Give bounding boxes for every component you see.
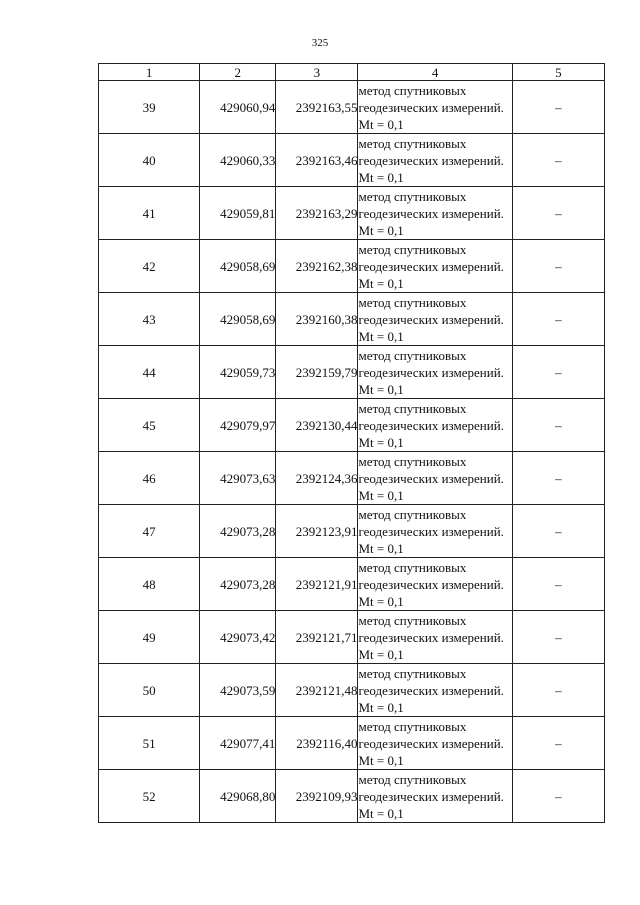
y-coordinate-cell: 2392116,40 [276, 717, 358, 770]
note-cell: – [512, 240, 604, 293]
column-header: 2 [200, 64, 276, 81]
x-coordinate-cell: 429073,28 [200, 558, 276, 611]
point-number-cell: 45 [99, 399, 200, 452]
point-number-cell: 43 [99, 293, 200, 346]
page-number: 325 [311, 37, 329, 49]
point-number-cell: 50 [99, 664, 200, 717]
method-cell: метод спутниковых геодезических измерений. Mt = 0,1 [358, 505, 512, 558]
x-coordinate-cell: 429079,97 [200, 399, 276, 452]
point-number-cell: 40 [99, 134, 200, 187]
point-number-cell: 47 [99, 505, 200, 558]
x-coordinate-cell: 429058,69 [200, 293, 276, 346]
method-cell: метод спутниковых геодезических измерений. Mt = 0,1 [358, 770, 512, 823]
method-cell: метод спутниковых геодезических измерений. Mt = 0,1 [358, 187, 512, 240]
point-number-cell: 39 [99, 81, 200, 134]
table-row [99, 558, 605, 611]
note-cell: – [512, 452, 604, 505]
y-coordinate-cell: 2392121,91 [276, 558, 358, 611]
point-number-cell: 41 [99, 187, 200, 240]
table-row [99, 346, 605, 399]
point-number-cell: 46 [99, 452, 200, 505]
note-cell: – [512, 770, 604, 823]
note-cell: – [512, 346, 604, 399]
y-coordinate-cell: 2392124,36 [276, 452, 358, 505]
table-row [99, 611, 605, 664]
y-coordinate-cell: 2392159,79 [276, 346, 358, 399]
x-coordinate-cell: 429073,28 [200, 505, 276, 558]
table-row [99, 134, 605, 187]
note-cell: – [512, 134, 604, 187]
x-coordinate-cell: 429060,33 [200, 134, 276, 187]
x-coordinate-cell: 429077,41 [200, 717, 276, 770]
table-row [99, 505, 605, 558]
note-cell: – [512, 81, 604, 134]
point-number-cell: 52 [99, 770, 200, 823]
column-header: 5 [512, 64, 604, 81]
y-coordinate-cell: 2392121,71 [276, 611, 358, 664]
method-cell: метод спутниковых геодезических измерений. Mt = 0,1 [358, 399, 512, 452]
y-coordinate-cell: 2392109,93 [276, 770, 358, 823]
table-row [99, 770, 605, 823]
method-cell: метод спутниковых геодезических измерений. Mt = 0,1 [358, 293, 512, 346]
x-coordinate-cell: 429073,63 [200, 452, 276, 505]
note-cell: – [512, 611, 604, 664]
column-header: 3 [276, 64, 358, 81]
y-coordinate-cell: 2392123,91 [276, 505, 358, 558]
table-row [99, 293, 605, 346]
table-row [99, 452, 605, 505]
note-cell: – [512, 717, 604, 770]
y-coordinate-cell: 2392163,29 [276, 187, 358, 240]
table-row [99, 664, 605, 717]
table-row [99, 717, 605, 770]
note-cell: – [512, 505, 604, 558]
method-cell: метод спутниковых геодезических измерений. Mt = 0,1 [358, 717, 512, 770]
y-coordinate-cell: 2392121,48 [276, 664, 358, 717]
method-cell: метод спутниковых геодезических измерений. Mt = 0,1 [358, 134, 512, 187]
x-coordinate-cell: 429058,69 [200, 240, 276, 293]
y-coordinate-cell: 2392130,44 [276, 399, 358, 452]
y-coordinate-cell: 2392162,38 [276, 240, 358, 293]
table-row [99, 81, 605, 134]
method-cell: метод спутниковых геодезических измерений. Mt = 0,1 [358, 611, 512, 664]
column-header: 1 [99, 64, 200, 81]
point-number-cell: 48 [99, 558, 200, 611]
y-coordinate-cell: 2392160,38 [276, 293, 358, 346]
x-coordinate-cell: 429059,73 [200, 346, 276, 399]
note-cell: – [512, 293, 604, 346]
table-row [99, 399, 605, 452]
method-cell: метод спутниковых геодезических измерений. Mt = 0,1 [358, 664, 512, 717]
point-number-cell: 49 [99, 611, 200, 664]
table-row [99, 240, 605, 293]
method-cell: метод спутниковых геодезических измерений. Mt = 0,1 [358, 81, 512, 134]
x-coordinate-cell: 429060,94 [200, 81, 276, 134]
note-cell: – [512, 664, 604, 717]
x-coordinate-cell: 429073,42 [200, 611, 276, 664]
note-cell: – [512, 187, 604, 240]
point-number-cell: 51 [99, 717, 200, 770]
coordinates-table [98, 63, 605, 823]
method-cell: метод спутниковых геодезических измерений. Mt = 0,1 [358, 240, 512, 293]
note-cell: – [512, 399, 604, 452]
method-cell: метод спутниковых геодезических измерений. Mt = 0,1 [358, 346, 512, 399]
note-cell: – [512, 558, 604, 611]
y-coordinate-cell: 2392163,55 [276, 81, 358, 134]
y-coordinate-cell: 2392163,46 [276, 134, 358, 187]
column-header: 4 [358, 64, 512, 81]
x-coordinate-cell: 429059,81 [200, 187, 276, 240]
x-coordinate-cell: 429068,80 [200, 770, 276, 823]
point-number-cell: 44 [99, 346, 200, 399]
method-cell: метод спутниковых геодезических измерений. Mt = 0,1 [358, 452, 512, 505]
table-row [99, 187, 605, 240]
table-header-row [99, 64, 605, 81]
x-coordinate-cell: 429073,59 [200, 664, 276, 717]
point-number-cell: 42 [99, 240, 200, 293]
method-cell: метод спутниковых геодезических измерений. Mt = 0,1 [358, 558, 512, 611]
